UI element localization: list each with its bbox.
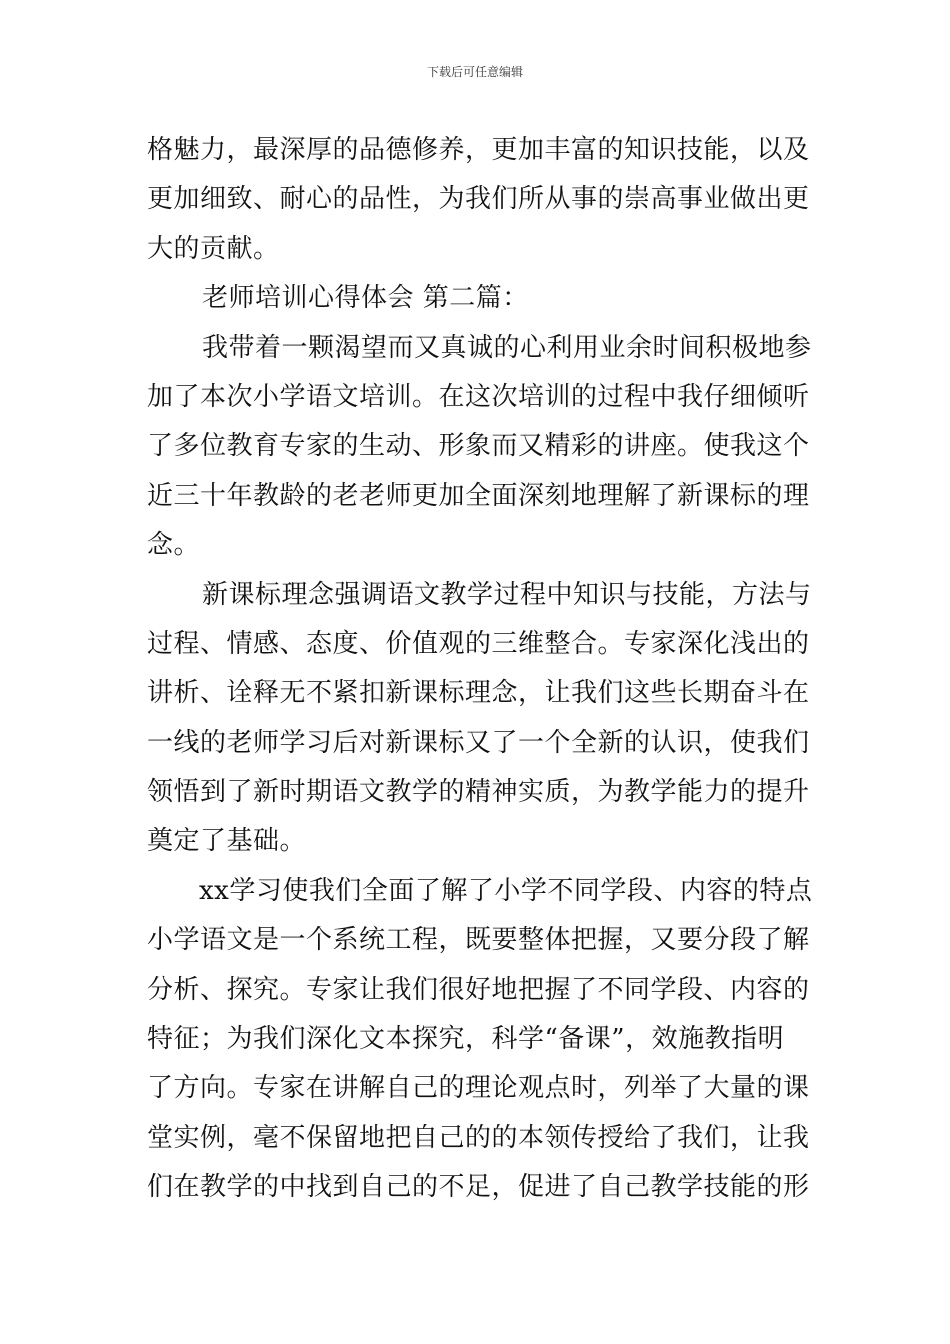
text-line: 们在教学的中找到自己的不足，促进了自己教学技能的形 — [147, 1172, 810, 1203]
text-line: 近三十年教龄的老老师更加全面深刻地理解了新课标的理 — [147, 480, 810, 511]
text-line: 分析、探究。专家让我们很好地把握了不同学段、内容的 — [147, 974, 810, 1005]
text-line: 我带着一颗渴望而又真诚的心利用业余时间积极地参 — [202, 332, 812, 363]
text-line: 更加细致、耐心的品性，为我们所从事的崇高事业做出更 — [147, 184, 810, 215]
text-line: 小学语文是一个系统工程，既要整体把握，又要分段了解 — [147, 925, 810, 956]
document-body — [147, 126, 813, 1213]
text-line: 了多位教育专家的生动、形象而又精彩的讲座。使我这个 — [147, 431, 810, 462]
section-heading: 老师培训心得体会 第二篇： — [202, 283, 529, 314]
text-line: 奠定了基础。 — [147, 826, 307, 857]
page-header: 下载后可任意编辑 — [426, 65, 523, 79]
text-line: xx学习使我们全面了解了小学不同学段、内容的特点 — [199, 875, 813, 906]
text-line: 讲析、诠释无不紧扣新课标理念，让我们这些长期奋斗在 — [147, 678, 810, 709]
text-line: 新课标理念强调语文教学过程中知识与技能，方法与 — [202, 579, 812, 610]
text-line: 加了本次小学语文培训。在这次培训的过程中我仔细倾听 — [147, 381, 810, 412]
text-line: 念。 — [147, 530, 201, 561]
text-line: 格魅力，最深厚的品德修养，更加丰富的知识技能，以及 — [147, 135, 810, 165]
text-line: 了方向。专家在讲解自己的理论观点时，列举了大量的课 — [147, 1073, 810, 1104]
text-line: 大的贡献。 — [147, 233, 280, 264]
text-line: 领悟到了新时期语文教学的精神实质，为教学能力的提升 — [147, 777, 810, 808]
text-line: 过程、情感、态度、价值观的三维整合。专家深化浅出的 — [147, 628, 810, 659]
text-line: 一线的老师学习后对新课标又了一个全新的认识，使我们 — [147, 727, 810, 758]
text-line: 堂实例，毫不保留地把自己的的本领传授给了我们，让我 — [147, 1122, 810, 1153]
text-line: 特征；为我们深化文本探究，科学“备课”，效施教指明 — [147, 1024, 785, 1055]
